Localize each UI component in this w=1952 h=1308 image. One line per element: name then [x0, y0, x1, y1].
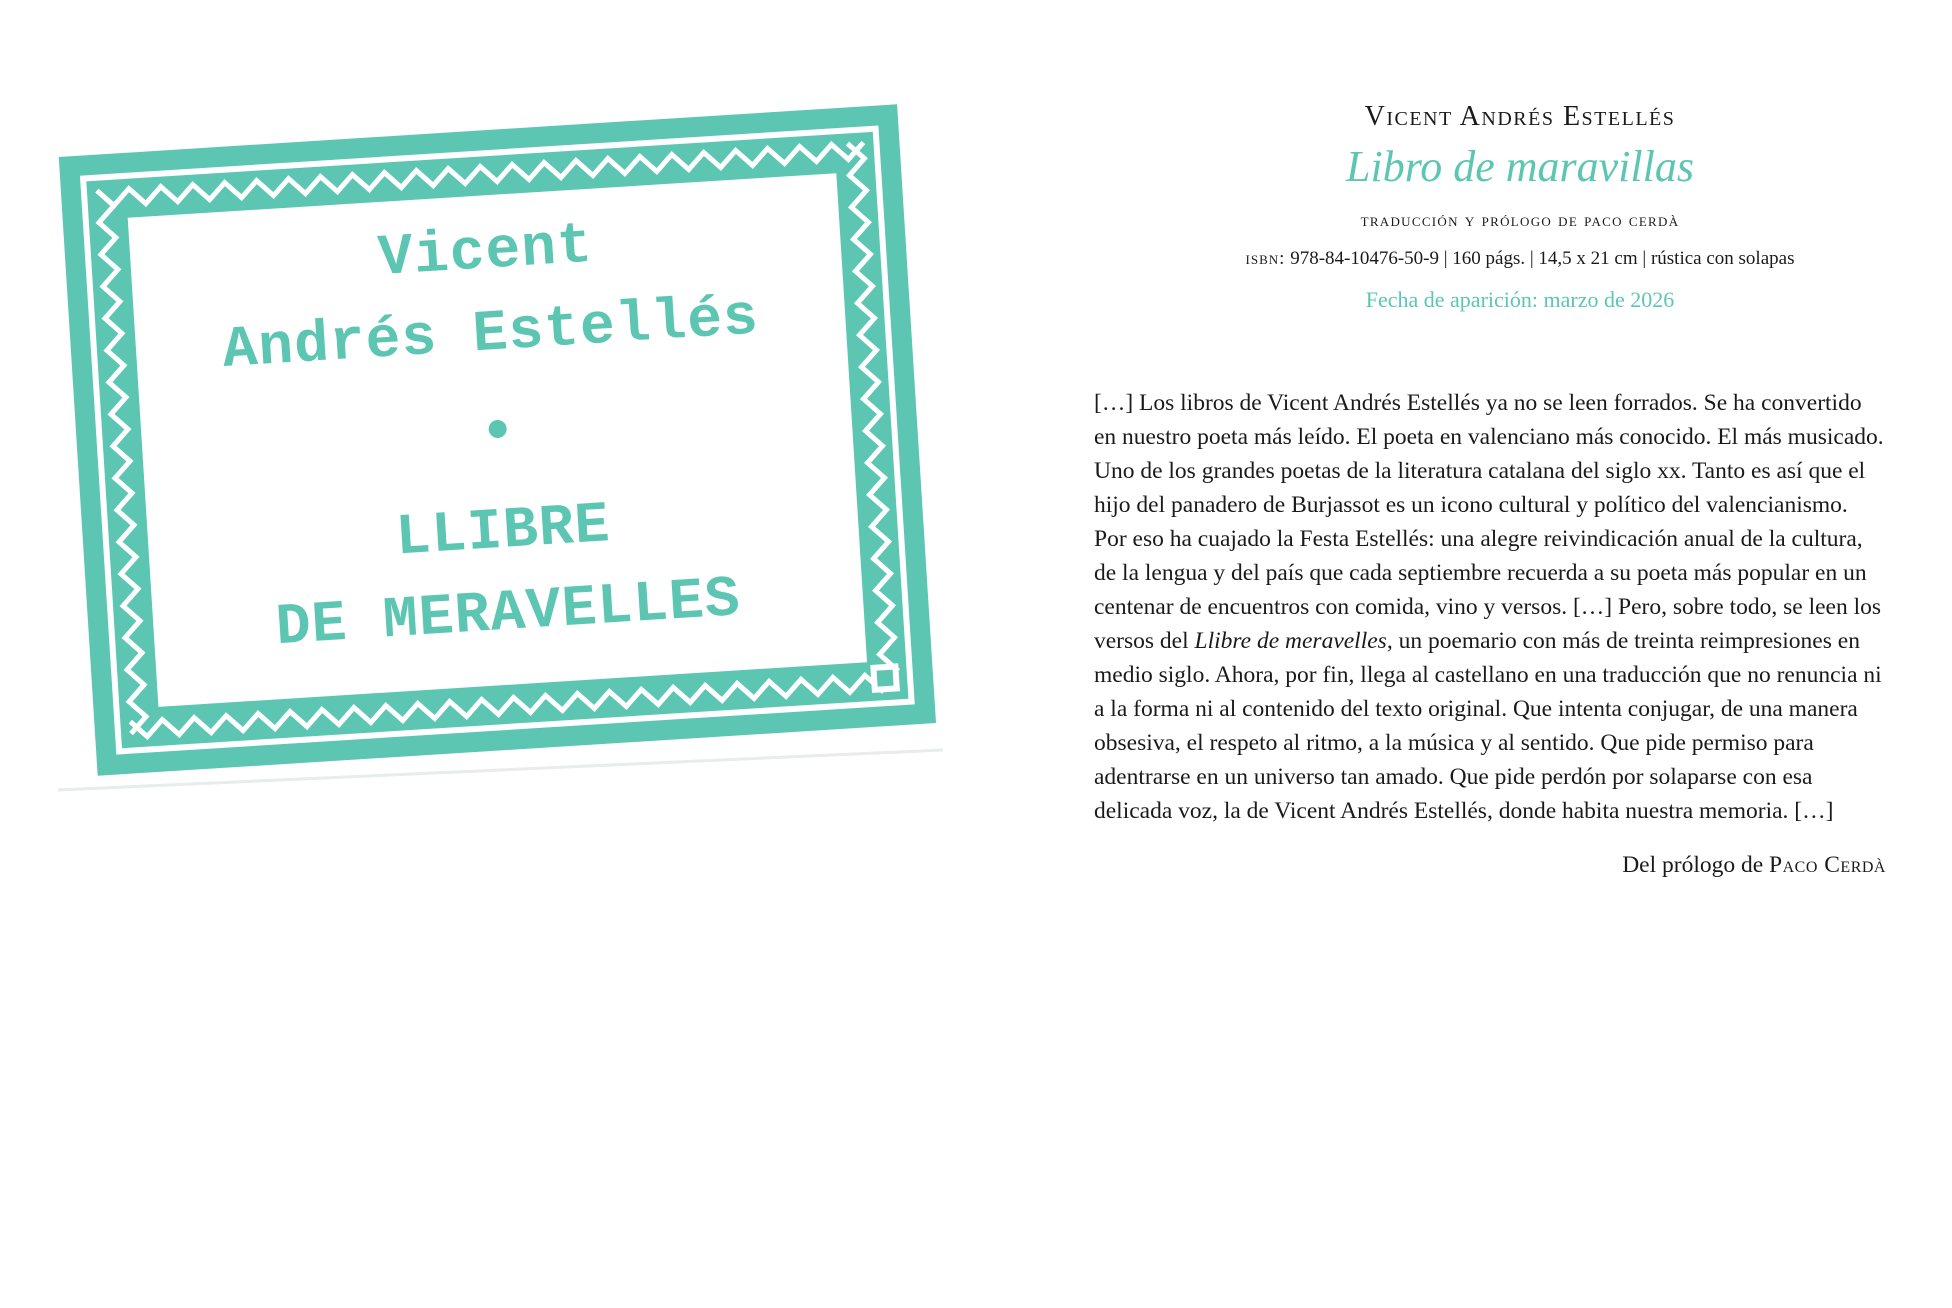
signature-prefix: Del prólogo de	[1622, 852, 1770, 878]
author-name: Vicent Andrés Estellés	[1364, 101, 1676, 132]
cover-author-first: Vicent	[376, 213, 595, 293]
signature-name: Paco Cerdà	[1769, 852, 1886, 878]
excerpt-part-1: […] Los libros de Vicent Andrés Estellés ya no se leen forrados. Se ha convertido en nuestro poeta más leído. El poeta en valenciano más conocido. El más musicado. Uno de los grandes poetas de la literatura catalana del siglo xx. Tanto es así que el hijo del panadero de Burjassot es un icono cultural y político del valencianismo. Por eso ha cuajado la Festa Estellés: una alegre reivindicación anual de la cultura, de la lengua y del país que cada septiembre recuerda a su poeta más popular en un centenar de encuentros con comida, vino y versos. […] Pero, sobre todo, se leen los versos del	[1094, 390, 1884, 654]
cover-bullet	[488, 419, 507, 438]
release-date: Fecha de aparición: marzo de 2026	[1365, 287, 1675, 312]
book-header	[1124, 96, 1916, 316]
book-cover	[48, 90, 948, 810]
prologue-excerpt	[1094, 386, 1886, 828]
specs-values: 978-84-10476-50-9 | 160 págs. | 14,5 x 21 cm | rústica con solapas	[1290, 248, 1795, 269]
cover-title-line1: LLIBRE	[393, 493, 613, 572]
cover-text	[26, 62, 969, 837]
book-specs	[1124, 244, 1916, 274]
excerpt-signature	[1094, 848, 1886, 882]
excerpt-italic-title: Llibre de meravelles	[1194, 628, 1387, 654]
book-info	[1094, 96, 1886, 882]
translation-credits: traducción y prólogo de paco cerdà	[1360, 210, 1680, 231]
excerpt-part-2: , un poemario con más de treinta reimpresiones en medio siglo. Ahora, por fin, llega al castellano en una traducción que no renuncia ni a la forma ni al contenido del texto original. Que intenta conjugar, de una manera obsesiva, el respeto al ritmo, a la música y al sentido. Que pide permiso para adentrarse en un universo tan amado. Que pide perdón por solaparse con esa delicada voz, la de Vicent Andrés Estellés, donde habita nuestra memoria. […]	[1094, 628, 1882, 824]
cover-author-last: Andrés Estellés	[220, 285, 761, 385]
cover-title-line2: DE MERAVELLES	[273, 567, 743, 662]
book-title: Libro de maravillas	[1346, 142, 1694, 191]
isbn-label: isbn:	[1245, 248, 1286, 269]
